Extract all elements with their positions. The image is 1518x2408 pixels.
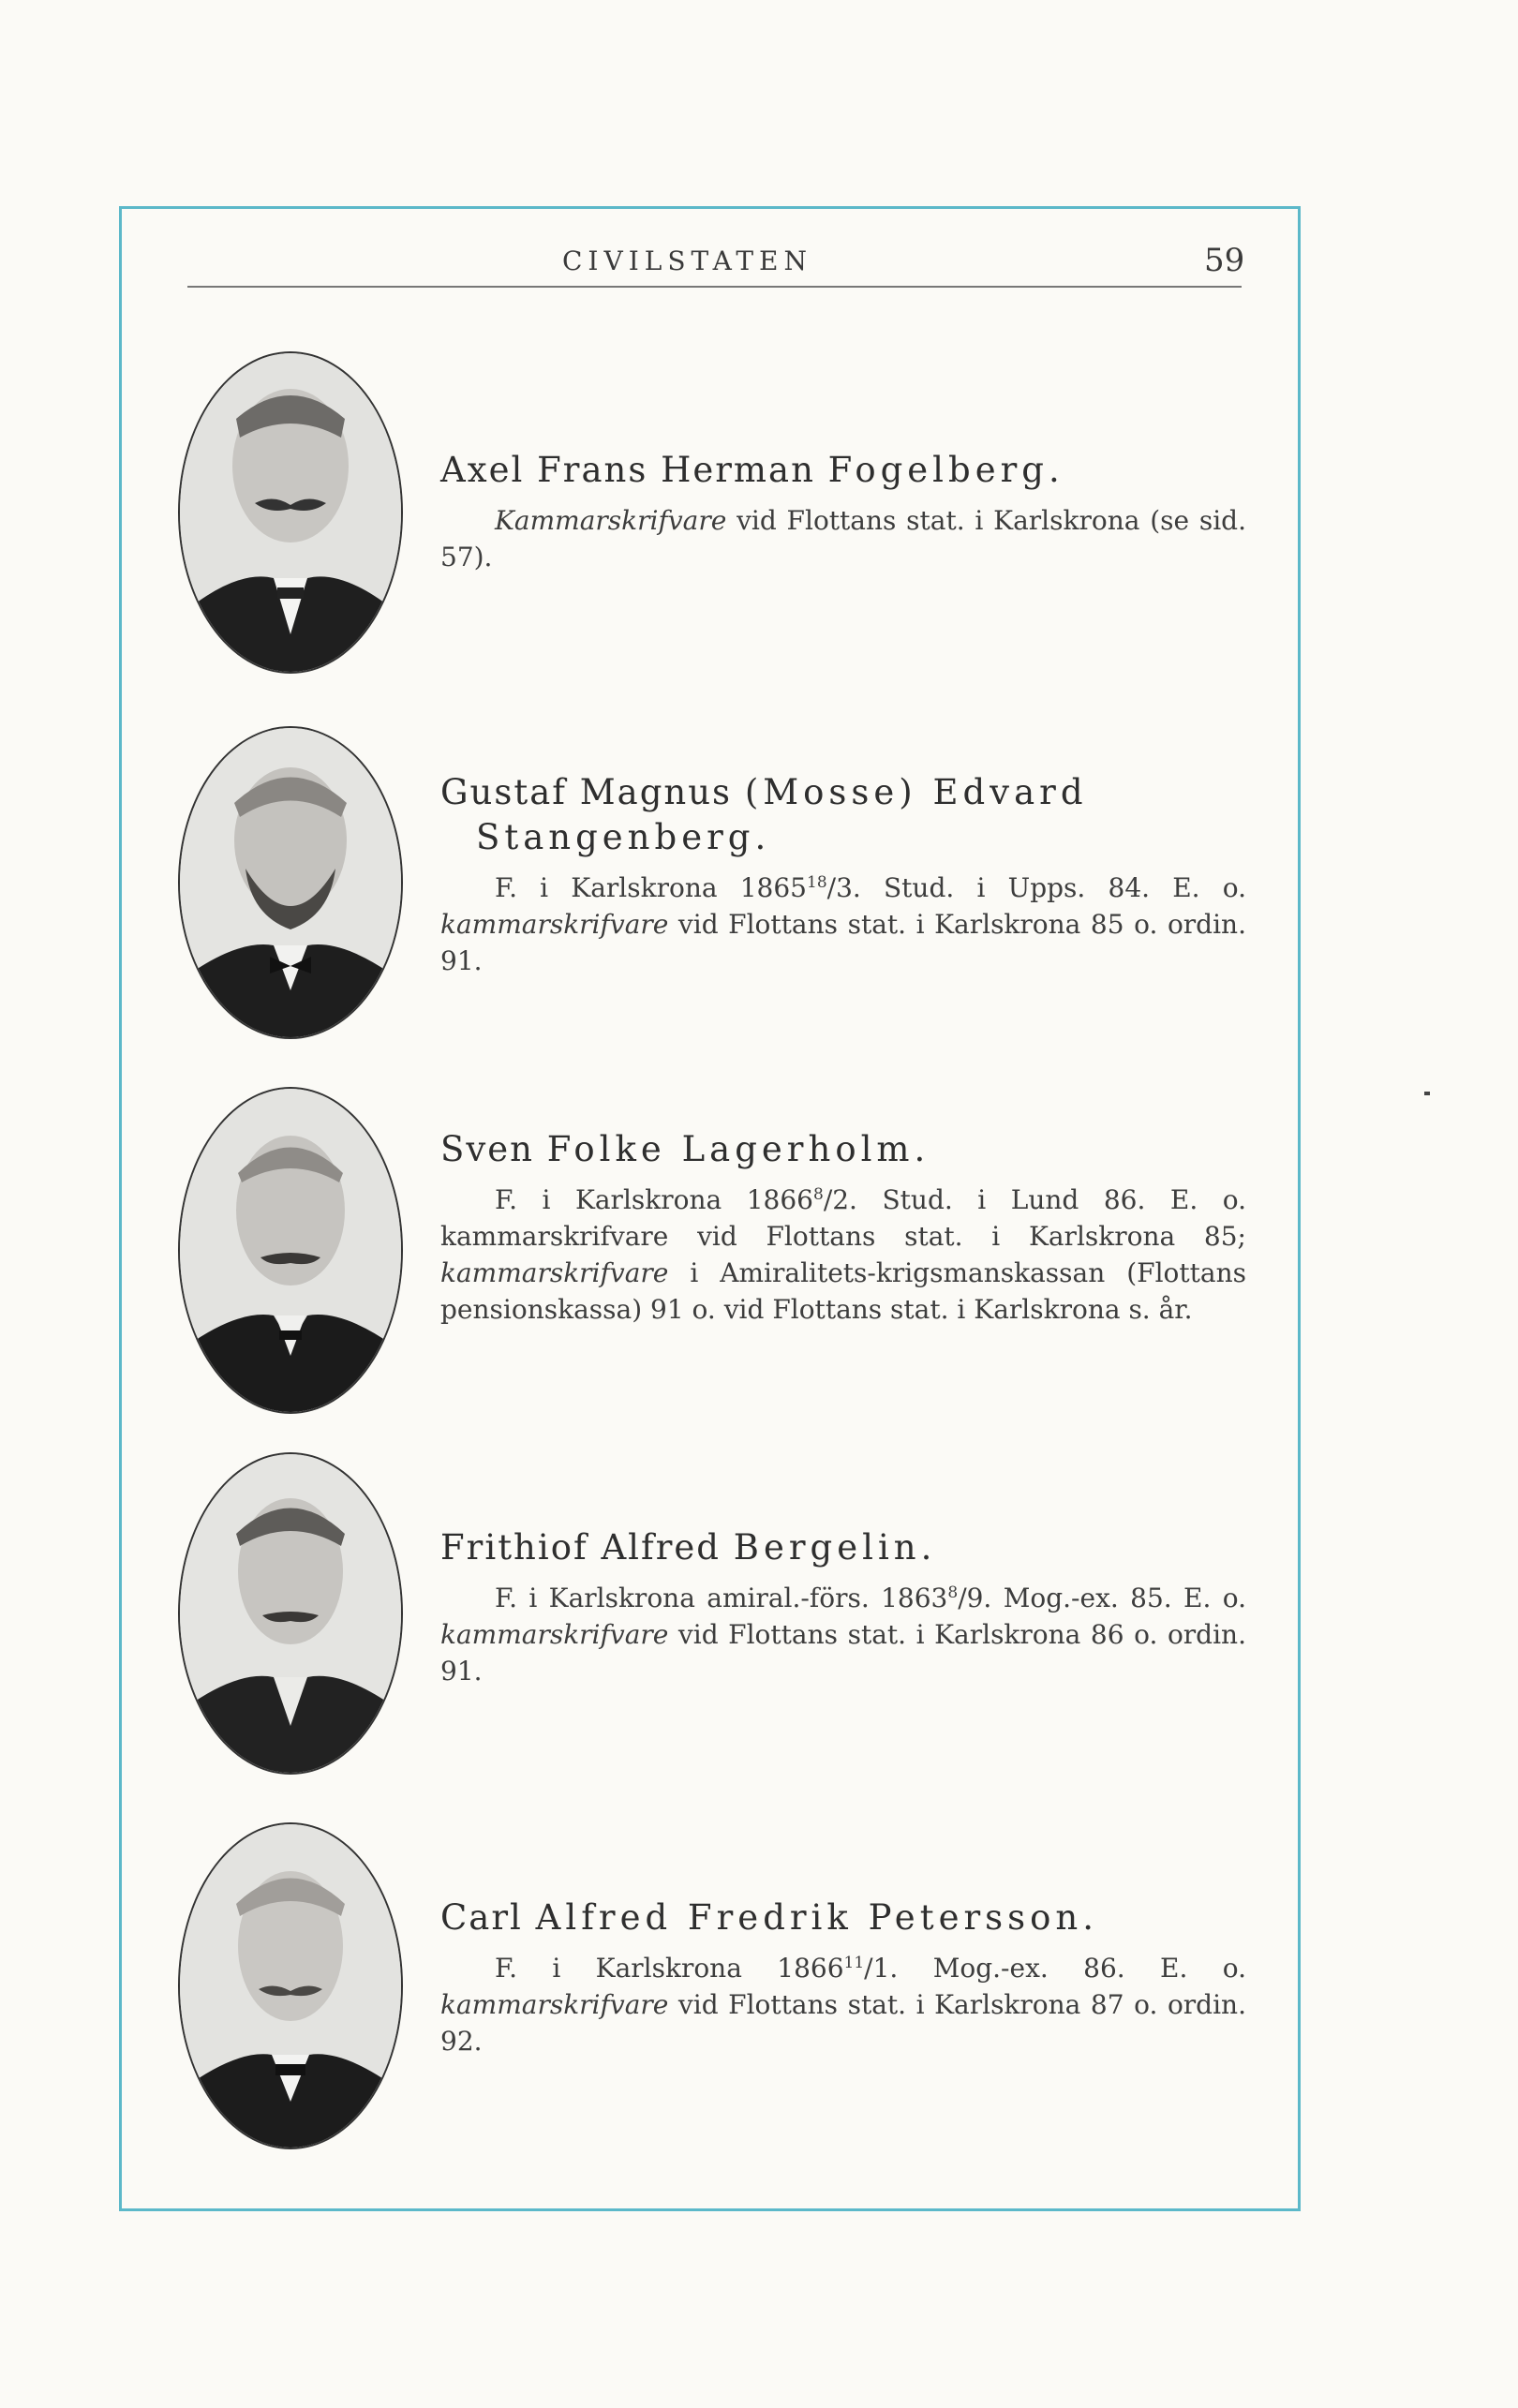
entry-name: Axel Frans Herman Fogelberg. xyxy=(440,450,1064,490)
header-rule xyxy=(187,286,1242,288)
entry-name: Carl Alfred Fredrik Petersson. xyxy=(440,1897,1099,1938)
entry-5 xyxy=(440,1895,1246,2059)
page-number: 59 xyxy=(1204,242,1245,279)
entry-bio: Kammarskrifvare vid Flottans stat. i Karlskrona (se sid. 57). xyxy=(440,505,1246,572)
entry-4 xyxy=(440,1525,1246,1689)
entry-2 xyxy=(440,770,1246,979)
entry-1 xyxy=(440,448,1246,575)
portrait-photo-4 xyxy=(178,1452,403,1775)
entry-bio: F. i Karlskrona 1866$^8$/2. Stud. i Lund 86. E. o. kammarskrifvare vid Flottans stat. i Karlskrona 85; kammarskrifvare i Amiralitets-krigsmanskassan (Flottans pensionskassa) 91 o. vid Flottans stat. i Karlskrona s. år. xyxy=(440,1184,1247,1325)
portrait-photo-5 xyxy=(178,1822,403,2149)
print-speck xyxy=(1424,1092,1430,1095)
portrait-photo-2 xyxy=(178,726,403,1039)
entry-bio: F. i Karlskrona amiral.-förs. 1863$^8$/9. Mog.-ex. 85. E. o. kammarskrifvare vid Flottans stat. i Karlskrona 86 o. ordin. 91. xyxy=(440,1583,1246,1687)
entry-name: Gustaf Magnus (Mosse) Edvard Stangenberg. xyxy=(440,772,1088,857)
portrait-photo-3 xyxy=(178,1087,403,1414)
entry-3 xyxy=(440,1127,1246,1328)
entry-name: Frithiof Alfred Bergelin. xyxy=(440,1527,937,1568)
portrait-photo-1 xyxy=(178,351,403,674)
running-head: CIVILSTATEN xyxy=(562,245,812,276)
entry-bio: F. i Karlskrona 1866$^{11}$/1. Mog.-ex. 86. E. o. kammarskrifvare vid Flottans stat. i Karlskrona 87 o. ordin. 92. xyxy=(440,1953,1246,2057)
entry-bio: F. i Karlskrona 1865$^{18}$/3. Stud. i Upps. 84. E. o. kammarskrifvare vid Flottans stat. i Karlskrona 85 o. ordin. 91. xyxy=(440,872,1247,976)
entry-name: Sven Folke Lagerholm. xyxy=(440,1129,930,1169)
